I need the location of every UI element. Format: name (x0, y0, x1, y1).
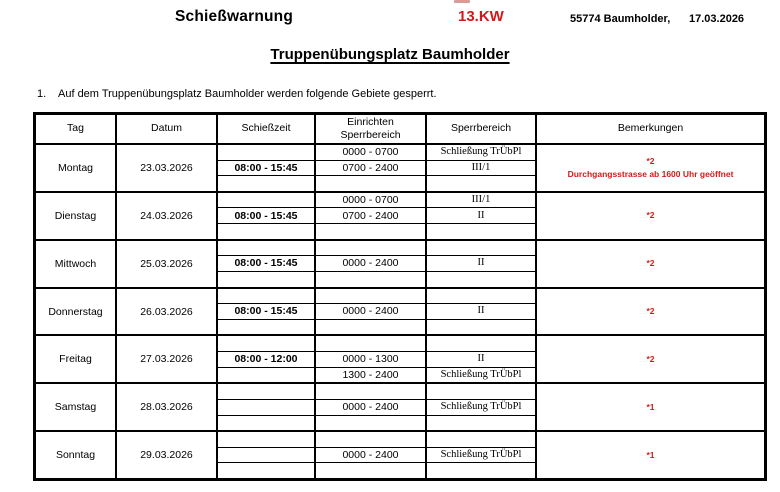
schiesszeit-cell: 08:00 - 15:45 (218, 207, 314, 223)
einrichten-cell (316, 415, 425, 431)
sperrbereich-cell (427, 336, 535, 351)
date-cell: 29.03.2026 (117, 432, 218, 478)
einrichten-cell (316, 319, 425, 335)
schiesszeit-cell (218, 175, 314, 191)
einrichten-column (316, 241, 427, 287)
bemerkung-line: *2 (646, 305, 655, 316)
einrichten-cell: 0000 - 2400 (316, 255, 425, 271)
date-cell: 26.03.2026 (117, 289, 218, 335)
date-cell: 28.03.2026 (117, 384, 218, 430)
bemerkungen-cell (537, 289, 764, 335)
einrichten-cell (316, 241, 425, 256)
sperrbereich-cell: II (427, 351, 535, 367)
table-row (36, 336, 764, 384)
schiesszeit-column (218, 145, 316, 191)
schiesszeit-cell (218, 462, 314, 478)
einrichten-cell (316, 175, 425, 191)
scan-artifact (454, 0, 470, 3)
schiesszeit-cell (218, 432, 314, 447)
col-header-schiesszeit: Schießzeit (218, 115, 316, 143)
sperrbereich-cell: Schließung TrÜbPl (427, 447, 535, 463)
bemerkung-line: *2 (646, 155, 655, 166)
bemerkung-line: *1 (646, 401, 655, 412)
einrichten-cell: 0000 - 2400 (316, 399, 425, 415)
einrichten-cell: 1300 - 2400 (316, 367, 425, 383)
bemerkung-line: Durchgangsstrasse ab 1600 Uhr geöffnet (567, 168, 734, 179)
einrichten-column (316, 432, 427, 478)
sperrbereich-cell: II (427, 255, 535, 271)
sperrbereich-cell: Schließung TrÜbPl (427, 367, 535, 383)
schiesszeit-cell: 08:00 - 12:00 (218, 351, 314, 367)
bemerkungen-cell (537, 384, 764, 430)
schiesszeit-cell (218, 399, 314, 415)
schiesszeit-column (218, 432, 316, 478)
sperrbereich-cell (427, 384, 535, 399)
sperrbereich-cell: III/1 (427, 160, 535, 176)
day-cell: Montag (36, 145, 117, 191)
intro-number: 1. (37, 88, 47, 100)
sperrbereich-cell (427, 289, 535, 304)
date-cell: 23.03.2026 (117, 145, 218, 191)
schiesszeit-cell (218, 384, 314, 399)
sperrbereich-column (427, 289, 537, 335)
issue-date-label: 17.03.2026 (689, 13, 745, 25)
einrichten-cell (316, 223, 425, 239)
intro-text: Auf dem Truppenübungsplatz Baumholder werden folgende Gebiete gesperrt. (58, 88, 437, 100)
schiesszeit-column (218, 289, 316, 335)
einrichten-cell: 0000 - 0700 (342, 146, 399, 159)
sperrbereich-cell: II (427, 207, 535, 223)
schiesszeit-cell (218, 367, 314, 383)
col-header-bemerkungen: Bemerkungen (617, 122, 684, 135)
einrichten-cell: 0000 - 2400 (316, 447, 425, 463)
table-row (36, 432, 764, 478)
date-cell: 25.03.2026 (117, 241, 218, 287)
schiesszeit-cell (218, 319, 314, 335)
sperrbereich-cell: Schließung TrÜbPl (440, 146, 522, 158)
table-row (36, 193, 764, 241)
schiesszeit-cell (218, 447, 314, 463)
einrichten-cell: 0000 - 1300 (316, 351, 425, 367)
bemerkungen-cell (537, 336, 764, 382)
schiesszeit-cell (218, 271, 314, 287)
sperrbereich-cell: Schließung TrÜbPl (427, 399, 535, 415)
einrichten-cell: 0000 - 0700 (342, 193, 399, 206)
bemerkungen-cell (537, 145, 764, 191)
bemerkungen-cell (537, 241, 764, 287)
schiesszeit-column (218, 384, 316, 430)
col-header-einrichten-line1: Einrichten (347, 115, 394, 128)
table-row (36, 289, 764, 337)
bemerkung-line: *2 (646, 353, 655, 364)
einrichten-column (316, 289, 427, 335)
sperrbereich-column (427, 432, 537, 478)
einrichten-column (316, 193, 427, 239)
day-cell: Samstag (36, 384, 117, 430)
sperrbereich-cell (427, 415, 535, 431)
day-cell: Sonntag (36, 432, 117, 478)
calendar-week-label: 13.KW (458, 8, 504, 25)
location-label: 55774 Baumholder, (570, 13, 671, 25)
schiesszeit-cell (218, 336, 314, 351)
day-cell: Mittwoch (36, 241, 117, 287)
einrichten-cell (316, 271, 425, 287)
einrichten-column (316, 384, 427, 430)
col-header-einrichten-line2: Sperrbereich (340, 129, 401, 141)
date-cell: 27.03.2026 (117, 336, 218, 382)
day-cell: Donnerstag (36, 289, 117, 335)
sperrbereich-cell (427, 462, 535, 478)
einrichten-cell (316, 462, 425, 478)
einrichten-column (316, 336, 427, 382)
sperrbereich-cell (427, 319, 535, 335)
warning-table (33, 112, 767, 481)
col-header-tag: Tag (36, 115, 117, 143)
bemerkung-line: *2 (646, 258, 655, 269)
einrichten-cell: 0000 - 2400 (316, 303, 425, 319)
col-header-datum: Datum (117, 115, 218, 143)
table-row (36, 384, 764, 432)
day-cell: Dienstag (36, 193, 117, 239)
schiesszeit-cell: 08:00 - 15:45 (218, 255, 314, 271)
einrichten-cell (316, 432, 425, 447)
schiesszeit-cell (218, 193, 314, 208)
sperrbereich-cell: III/1 (471, 193, 491, 205)
schiesszeit-cell (218, 223, 314, 239)
schiesszeit-column (218, 336, 316, 382)
intro-line (37, 88, 437, 100)
schiesszeit-cell (218, 241, 314, 256)
schiesszeit-cell: 08:00 - 15:45 (218, 160, 314, 176)
sperrbereich-cell (427, 223, 535, 239)
schiesszeit-cell (218, 415, 314, 431)
sperrbereich-cell (427, 271, 535, 287)
date-cell: 24.03.2026 (117, 193, 218, 239)
sperrbereich-cell (427, 432, 535, 447)
einrichten-cell (316, 289, 425, 304)
col-header-sperrbereich: Sperrbereich (427, 115, 537, 143)
schiesszeit-column (218, 241, 316, 287)
sperrbereich-cell: II (427, 303, 535, 319)
sperrbereich-column (427, 145, 537, 191)
einrichten-cell (316, 384, 425, 399)
page-title: Schießwarnung (175, 8, 294, 25)
bemerkung-line: *1 (646, 449, 655, 460)
table-row (36, 145, 764, 193)
bemerkung-line: *2 (646, 210, 655, 221)
schiesszeit-cell (218, 289, 314, 304)
day-cell: Freitag (36, 336, 117, 382)
sperrbereich-cell (427, 241, 535, 256)
schiesszeit-cell (218, 145, 314, 160)
einrichten-cell: 0700 - 2400 (316, 160, 425, 176)
document-subtitle: Truppenübungsplatz Baumholder (270, 46, 510, 63)
sperrbereich-cell (427, 175, 535, 191)
sperrbereich-column (427, 241, 537, 287)
sperrbereich-column (427, 384, 537, 430)
bemerkungen-cell (537, 432, 764, 478)
table-header-row (36, 115, 764, 145)
sperrbereich-column (427, 336, 537, 382)
bemerkungen-cell (537, 193, 764, 239)
einrichten-cell: 0700 - 2400 (316, 207, 425, 223)
table-row (36, 241, 764, 289)
einrichten-cell (316, 336, 425, 351)
schiesszeit-cell: 08:00 - 15:45 (218, 303, 314, 319)
einrichten-column (316, 145, 427, 191)
col-header-einrichten-sperrbereich (316, 115, 427, 143)
schiesszeit-column (218, 193, 316, 239)
sperrbereich-column (427, 193, 537, 239)
